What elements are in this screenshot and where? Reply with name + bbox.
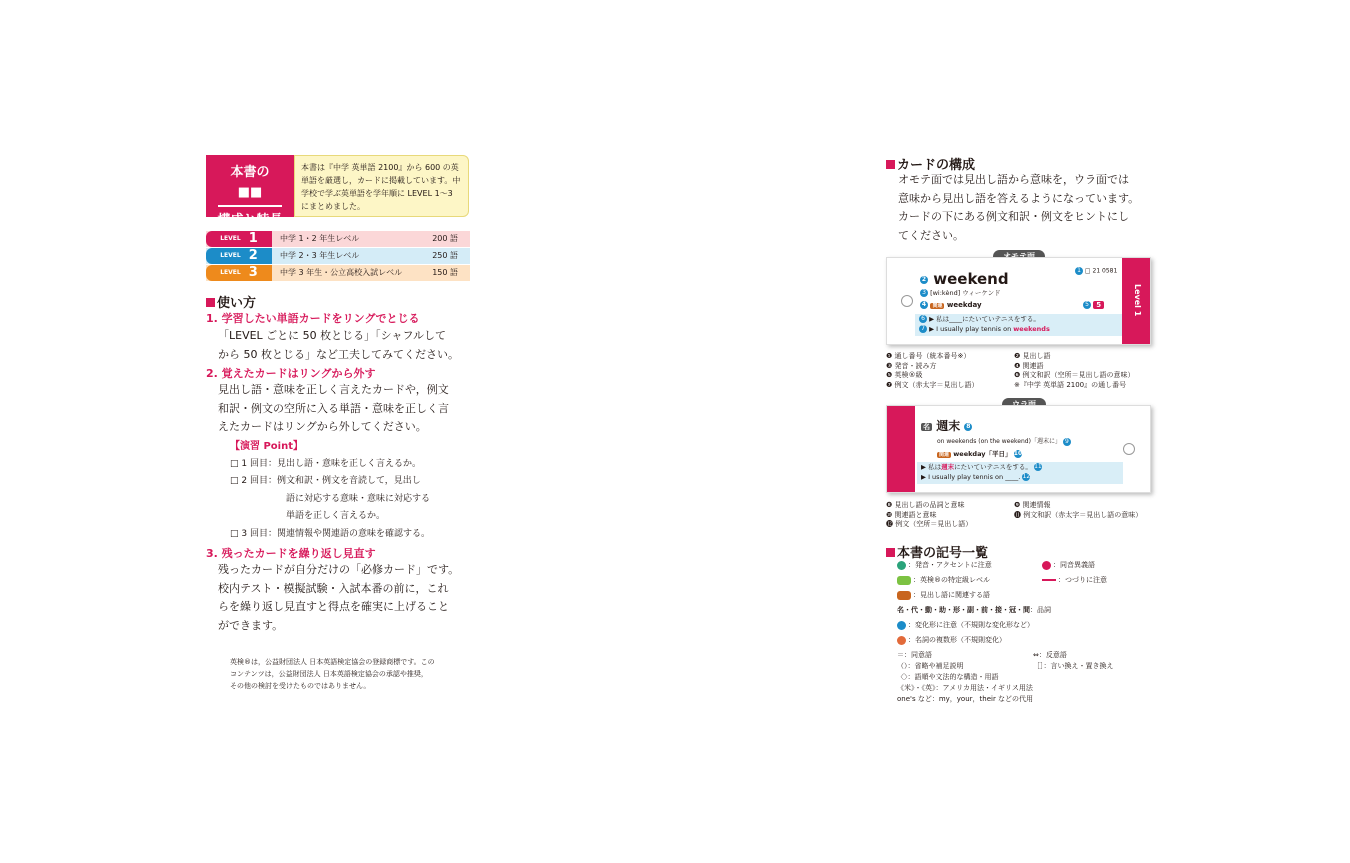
level-tag-text: LEVEL xyxy=(220,252,241,259)
level-count: 250 語 xyxy=(432,251,458,260)
card-description xyxy=(898,171,1168,245)
pronunciation-icon xyxy=(897,561,906,570)
legend-item: ❺ 英検®級 xyxy=(886,371,923,379)
symbols-heading: 本書の記号一覧 xyxy=(886,542,988,561)
footnote-line: 英検®は，公益財団法人 日本英語検定協会の登録商標です。この xyxy=(230,658,435,666)
level-row xyxy=(206,248,470,265)
point-line: 単語を正しく言えるか。 xyxy=(286,511,386,521)
level-tag xyxy=(206,265,272,281)
point-box xyxy=(206,438,486,544)
back-card xyxy=(886,405,1151,493)
step3-line: らを繰り返し見直すと得点を確実に上げること xyxy=(218,600,449,613)
square-icon xyxy=(886,548,895,557)
back-legend xyxy=(886,501,1156,530)
legend-row xyxy=(886,371,1156,381)
number-icon: 5 xyxy=(1083,301,1091,309)
number-icon: 10 xyxy=(1013,450,1023,457)
level-number: 1 xyxy=(248,231,258,246)
back-meaning: 名 週末 8 xyxy=(923,419,971,433)
level-desc: 中学 3 年生・公立高校入試レベル xyxy=(280,268,403,277)
square-icon xyxy=(886,160,895,169)
legend-item: ❼ 例文（赤太字＝見出し語） xyxy=(886,380,979,389)
legend-item: ❶ 通し番号（統本番号※） xyxy=(886,352,971,360)
back-example: ▶ 私は週末にたいていテニスをする。 11 ▶ I usually play tennis on ____. 12 xyxy=(917,462,1123,484)
feature-title-box xyxy=(206,155,294,228)
legend-item: ⓬ 例文（空所＝見出し語） xyxy=(886,520,973,528)
step2-line: 見出し語・意味を正しく言えたカードや，例文 xyxy=(218,383,449,396)
number-icon: 7 xyxy=(919,325,927,333)
related-tag: 関連 xyxy=(932,303,943,309)
antonym-note: ⇔：反意語 xyxy=(1033,651,1067,659)
desc-line: カードの下にある例文和訳・例文をヒントにし xyxy=(898,210,1129,223)
number-icon: 6 xyxy=(919,315,927,323)
legend-item: ❽ 見出し語の品詞と意味 xyxy=(886,501,965,509)
related-tag: 関連 xyxy=(939,452,950,458)
legend-item: ❻ 例文和訳（空所＝見出し語の意味） xyxy=(1014,371,1135,379)
level-row xyxy=(206,265,470,282)
step3-line: 残ったカードが自分だけの「必修カード」です。 xyxy=(218,563,460,576)
step2-line: 和訳・例文の空所に入る単語・意味を正しく言 xyxy=(218,401,449,415)
desc-line: てください。 xyxy=(898,228,964,242)
level-desc: 中学 1・2 年生レベル xyxy=(280,234,360,243)
intro-text: 本書は『中学 英単語 2100』から 600 の英単語を厳選し，カードに掲載しています。中学校で学ぶ英単語を学年順に LEVEL 1〜3 にまとめました。 xyxy=(294,155,469,217)
step3-title: 3. 残ったカードを繰り返し見直す xyxy=(206,547,376,560)
level-tag xyxy=(206,231,272,247)
level-count: 150 語 xyxy=(432,268,458,277)
front-grade xyxy=(1083,301,1104,309)
back-note: on weekends (on the weekend)「週末に」 9 xyxy=(937,436,1071,446)
ring-hole-icon xyxy=(1123,443,1135,455)
front-word: 2 weekend xyxy=(921,270,1009,288)
legend-item: ❾ 関連情報 xyxy=(1014,501,1051,509)
step1-body xyxy=(206,327,486,364)
usage-heading: 使い方 xyxy=(206,292,256,311)
level-tag-text: LEVEL xyxy=(220,269,241,276)
legend-item: ❿ 関連語と意味 xyxy=(886,510,937,519)
step2-title: 2. 覚えたカードはリングから外す xyxy=(206,367,376,380)
pos-tag: 名 xyxy=(923,422,930,431)
legend-row xyxy=(886,511,1156,521)
level-tag-text: LEVEL xyxy=(220,235,241,242)
step1-title: 1. 学習したい単語カードをリングでとじる xyxy=(206,312,420,325)
front-card xyxy=(886,257,1151,345)
number-icon: 11 xyxy=(1034,463,1042,470)
back-related: 関連 weekday「平日」 10 xyxy=(939,450,1023,458)
back-side-bar xyxy=(887,406,915,492)
square-icon xyxy=(206,298,215,307)
desc-line: オモテ面では見出し語から意味を，ウラ面では xyxy=(898,173,1129,186)
point-line: □ 1 回目：見出し語・意味を正しく言えるか。 xyxy=(230,458,421,469)
legend-item: ⓫ 例文和訳（赤太字＝見出し語の意味） xyxy=(1014,510,1143,519)
level-number: 2 xyxy=(248,248,258,263)
step3-line: ができます。 xyxy=(218,618,284,632)
plural-icon xyxy=(897,636,906,645)
footnote-line: コンテンツは，公益財団法人 日本英語検定協会の承認や推奨， xyxy=(230,670,428,678)
spelling-line-icon xyxy=(1042,579,1056,581)
level-number: 3 xyxy=(248,265,258,280)
step1-line: から 50 枚とじる」など工夫してみてください。 xyxy=(218,347,459,361)
point-line: □ 3 回目：関連情報や関連語の意味を確認する。 xyxy=(230,528,430,539)
front-serial: 1 □ 21 0581 xyxy=(1075,267,1117,275)
legend-row xyxy=(886,362,1156,372)
synonym-note: ＝：同意語 xyxy=(897,651,932,659)
level-table xyxy=(206,231,470,282)
ones-note: one's など：my，your，their などの代用 xyxy=(897,695,1034,703)
legend-row xyxy=(886,381,1156,391)
title-line1: 本書の ■■ xyxy=(218,163,282,207)
grade-badge: 5 xyxy=(1093,301,1104,309)
inflection-icon xyxy=(897,621,906,630)
level-count: 200 語 xyxy=(432,234,458,243)
number-icon: 12 xyxy=(1022,473,1031,480)
number-icon: 8 xyxy=(966,422,971,430)
symbols-list: ：発音・アクセントに注意 ：同音異義語 ：英検®の特定級レベル ：つづりに注意 ：見出し語に関連する語 名・代・動・助・形・副・前・接・冠・間：品詞 ：変化形に注意（不規則な変化形など） ：名詞の複数形（不規則変化） ＝：同意語 ⇔：反意語 （）：省略や補足説明 ［］：言い換え・置き換え 〈〉：語順や文法的な構造・用語 《米》・《英》：アメリカ用法・イギリス用法 one's など：my，your，their などの代用 xyxy=(897,558,1157,705)
step2-line: えたカードはリングから外してください。 xyxy=(218,420,427,433)
related-icon xyxy=(897,591,911,600)
point-line: □ 2 回目：例文和訳・例文を音読して，見出し xyxy=(230,476,421,486)
level-side-label: Level 1 xyxy=(1133,284,1142,317)
usage-section xyxy=(206,310,486,635)
point-title: 【演習 Point】 xyxy=(230,440,304,452)
legend-item: ❷ 見出し語 xyxy=(1014,352,1051,360)
desc-line: 意味から見出し語を答えるようになっています。 xyxy=(898,191,1140,205)
ring-hole-icon xyxy=(901,295,913,307)
level-tag xyxy=(206,248,272,264)
level-side-bar xyxy=(1122,258,1150,344)
step3-body xyxy=(206,561,486,635)
front-pron: 3 [wi:kènd] ウィーケンド xyxy=(920,288,1001,297)
number-icon: 4 xyxy=(921,301,927,308)
point-line: 語に対応する意味・意味に対応する xyxy=(286,493,431,504)
number-icon: 3 xyxy=(920,289,928,297)
usage-note: 《米》・《英》：アメリカ用法・イギリス用法 xyxy=(897,684,1033,692)
level-row xyxy=(206,231,470,248)
front-example: 6 ▶ 私は____にたいていテニスをする。 7 ▶ I usually play tennis on weekends xyxy=(915,314,1124,336)
level-desc: 中学 2・3 年生レベル xyxy=(280,251,360,260)
legend-row xyxy=(886,352,1156,362)
eiken-icon xyxy=(897,576,911,585)
step2-body xyxy=(206,381,486,437)
footnote-line: その他の検討を受けたものではありません。 xyxy=(230,682,371,690)
number-icon: 2 xyxy=(921,275,927,283)
step1-line: 「LEVEL ごとに 50 枚とじる」「シャフルして xyxy=(218,329,447,342)
legend-item: ※『中学 英単語 2100』の通し番号 xyxy=(1014,380,1127,389)
pos-list: 名・代・動・助・形・副・前・接・冠・間 xyxy=(897,606,1030,614)
legend-item: ❹ 関連語 xyxy=(1014,361,1044,370)
trademark-footnote xyxy=(230,656,490,692)
front-related: 4 関連 weekday xyxy=(921,301,982,309)
paren-note: （）：省略や補足説明 xyxy=(897,662,964,670)
card-heading: カードの構成 xyxy=(886,154,975,173)
angle-note: 〈〉：語順や文法的な構造・用語 xyxy=(897,673,999,681)
title-line2: 構成と特長 xyxy=(217,213,283,228)
step3-line: 校内テスト・模擬試験・入試本番の前に，これ xyxy=(218,581,449,595)
legend-row xyxy=(886,501,1156,511)
legend-item: ❸ 発音・読み方 xyxy=(886,361,937,370)
bracket-note: ［］：言い換え・置き換え xyxy=(1033,662,1114,670)
legend-row xyxy=(886,520,1156,530)
front-legend xyxy=(886,352,1156,390)
number-icon: 1 xyxy=(1075,267,1083,275)
number-icon: 9 xyxy=(1063,438,1071,446)
homophone-icon xyxy=(1042,561,1051,570)
